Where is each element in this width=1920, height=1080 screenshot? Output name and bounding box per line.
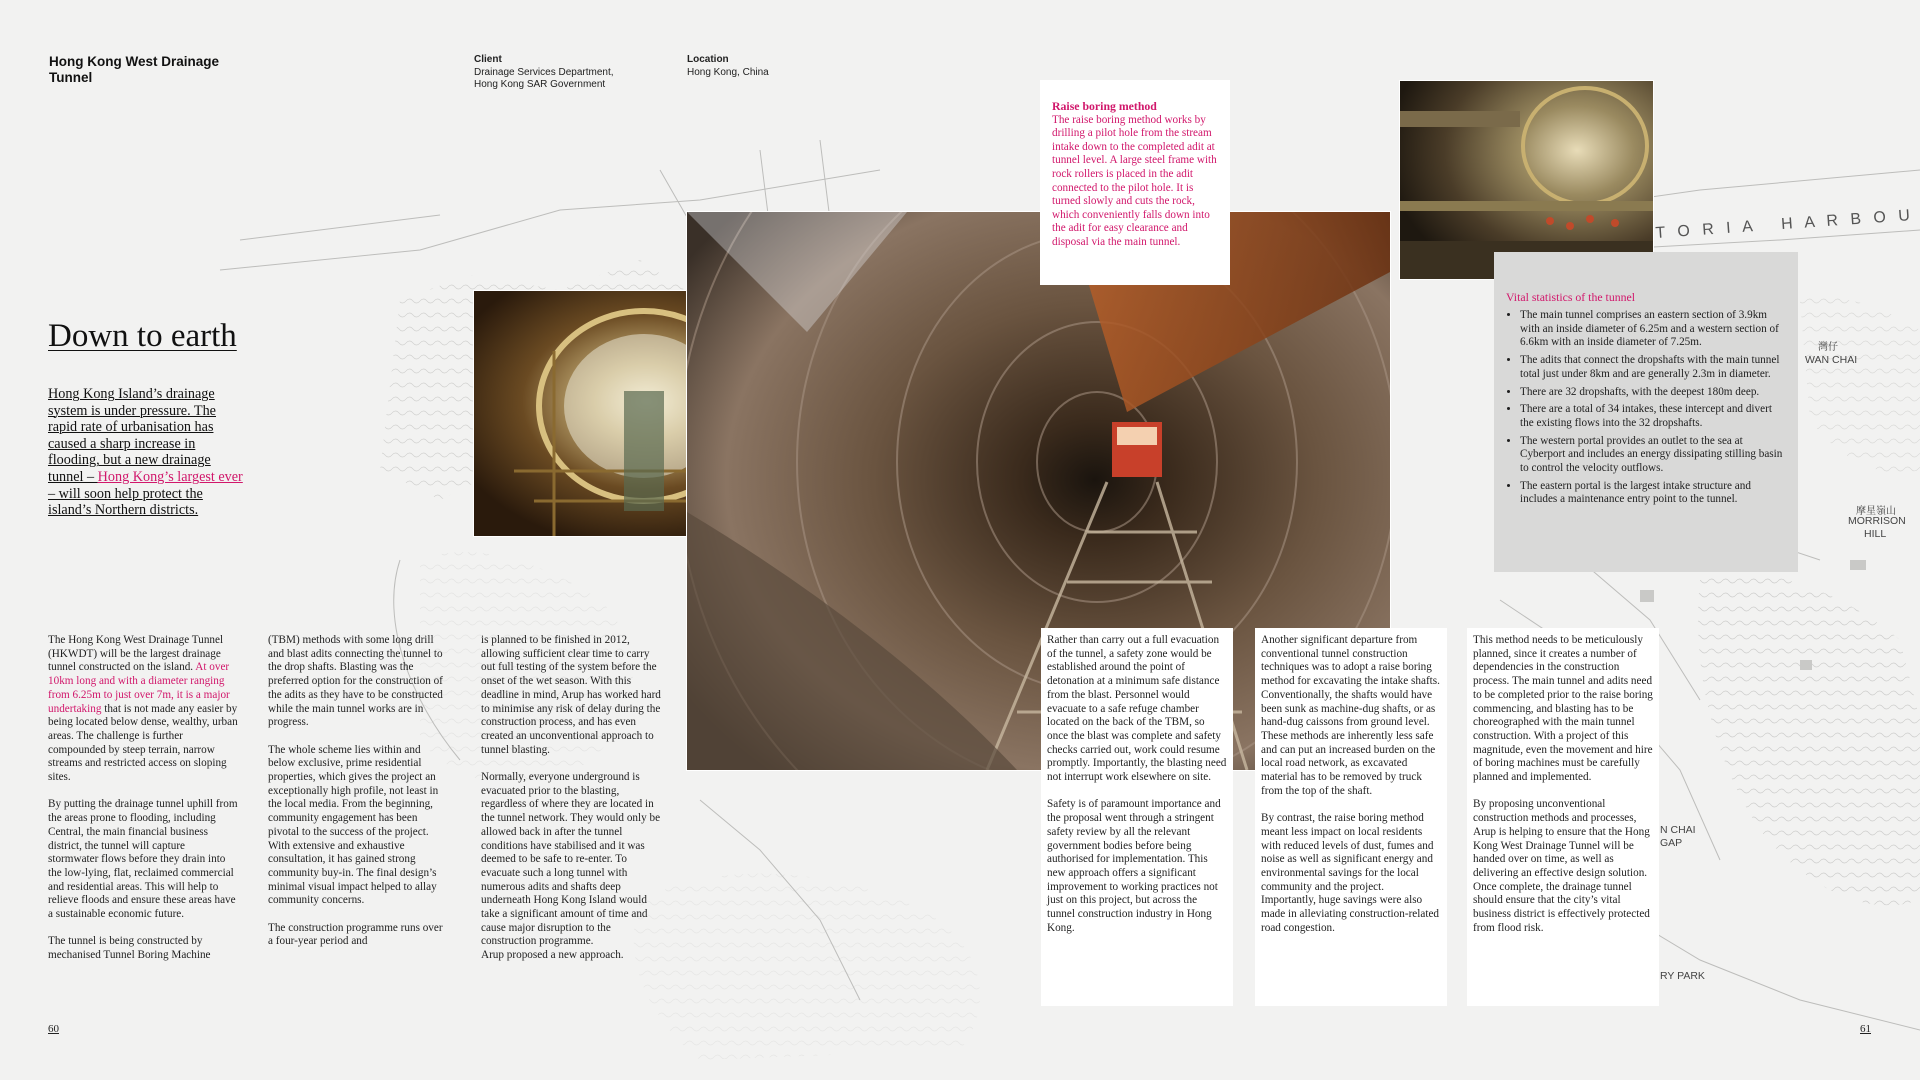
- col1-p3: The tunnel is being constructed by mechanised Tunnel Boring Machine: [48, 935, 211, 962]
- body-column-2: [268, 634, 448, 963]
- page-number-right: 61: [1860, 1023, 1871, 1035]
- body-column-5: [1255, 628, 1447, 1006]
- intro-paragraph: [48, 386, 248, 519]
- body-column-3: [481, 634, 661, 977]
- col3-p3: Arup proposed a new approach.: [481, 949, 624, 962]
- intro-highlight: Hong Kong’s largest ever: [97, 468, 243, 485]
- col2-p2: The whole scheme lies within and below exclusive, prime residential properties, which gives the project an exceptionally high profile, not least in the local media. From the beginning, community engagement has been pivotal to the success of the project. With extensive and exhaustive consultation, it has gained strong community buy-in. The final design’s minimal visual impact helped to allay community concerns.: [268, 743, 439, 907]
- page-number-left: 60: [48, 1023, 59, 1035]
- col3-p1: is planned to be finished in 2012, allowing sufficient clear time to carry out full testing of the system before the onset of the wet season. With this deadline in mind, Arup has worked hard to minimise any risk of delay during the construction process, and has even created an unconventional approach to tunnel blasting.: [481, 634, 661, 756]
- col6-p2: By proposing unconventional construction methods and processes, Arup is helping to ensure that the Hong Kong West Drainage Tunnel will be handed over on time, as well as delivering an effective design solution. Once complete, the drainage tunnel should ensure that the city’s vital business district is effectively protected from flood risk.: [1473, 798, 1650, 934]
- stat-item: • The main tunnel comprises an eastern section of 3.9km with an inside diameter of 6.25m and a western section of 6.6km with an inside diameter of 7.25m.: [1520, 309, 1784, 350]
- map-label-morrison-2: HILL: [1864, 528, 1887, 540]
- headline: Down to earth: [48, 318, 237, 354]
- map-label-morrison-cn: 摩星嶺山: [1856, 506, 1896, 517]
- col5-p1: Another significant departure from conventional tunnel construction techniques was to adopt a raise boring method for excavating the intake shafts. Conventionally, the shafts would have been sunk as machine-dug shafts, or as hand-dug caissons from ground level. These methods are inherently less safe and can put an increased burden on the local road network, as excavated material has to be removed by truck from the top of the shaft.: [1261, 634, 1440, 797]
- stat-item: • The western portal provides an outlet to the sea at Cyberport and includes an energy dissipating stilling basin to control the velocity outflows.: [1520, 435, 1784, 476]
- location-block: [687, 54, 769, 79]
- intro-part-1: Hong Kong Island’s drainage system is under pressure. The rapid rate of urbanisation has caused a sharp increase in flooding, but a new drainage tunnel –: [48, 386, 216, 485]
- col2-p3: The construction programme runs over a four-year period and: [268, 921, 443, 948]
- intro-part-2: – will soon help protect the island’s Northern districts.: [48, 485, 203, 519]
- raise-boring-text: The raise boring method works by drilling a pilot hole from the stream intake down to the completed adit at tunnel level. A large steel frame with rock rollers is placed in the adit connected to the pilot hole. It is turned slowly and cuts the rock, which conveniently falls down into the adit for easy clearance and disposal via the main tunnel.: [1052, 113, 1217, 248]
- stat-item: • There are 32 dropshafts, with the deepest 180m deep.: [1520, 386, 1784, 400]
- raise-boring-title: Raise boring method: [1052, 99, 1157, 113]
- col2-p1: (TBM) methods with some long drill and blast adits connecting the tunnel to the drop shafts. Blasting was the preferred option for the construction of the adits as they have to be constructed while the main tunnel works are in progress.: [268, 634, 443, 729]
- col6-p1: This method needs to be meticulously planned, since it creates a number of dependencies in the construction process. The main tunnel and adits need to be completed prior to the raise boring commencing, and blasting has to be choreographed with the main tunnel construction. With a project of this magnitude, even the movement and hire of boring machines must be carefully planned and implemented.: [1473, 634, 1653, 784]
- stat-item: • The eastern portal is the largest intake structure and includes a maintenance entry point to the tunnel.: [1520, 480, 1784, 507]
- col5-p2: By contrast, the raise boring method meant less impact on local residents with reduced levels of dust, fumes and noise as well as significant energy and environmental savings for the local community and the project. Importantly, huge savings were also made in alleviating construction-related road congestion.: [1261, 812, 1440, 934]
- map-label-chai-2: GAP: [1660, 837, 1683, 849]
- col4-p1: Rather than carry out a full evacuation of the tunnel, a safety zone would be established around the point of detonation at a minimum safe distance from the blast. Personnel would evacuate to a safe refuge chamber located on the back of the TBM, so once the blast was complete and safety checks carried out, work could resume promptly. Importantly, the blasting need not interrupt work elsewhere on site.: [1047, 634, 1227, 784]
- vital-statistics-list: [1506, 309, 1784, 507]
- client-value-2: Hong Kong SAR Government: [474, 79, 606, 90]
- col1-p1b: that is not made any easier by being located below dense, wealthy, urban areas. The challenge is further compounded by steep terrain, narrow streams and restricted access on sloping sites.: [48, 702, 238, 784]
- map-label-wan-chai-cn: 灣仔: [1818, 342, 1838, 353]
- raise-boring-box: [1040, 80, 1230, 285]
- photo-tunnel-workers: [1399, 80, 1654, 280]
- col1-p2: By putting the drainage tunnel uphill from the areas prone to flooding, including Central, the main financial business district, the tunnel will capture stormwater flows before they drain into the low-lying, flat, reclaimed commercial and residential areas. This will help to relieve floods and ensure these areas have a sustainable economic future.: [48, 798, 238, 921]
- body-column-6: [1467, 628, 1659, 1006]
- location-label: Location: [687, 54, 729, 65]
- col4-p2: Safety is of paramount importance and the proposal went through a stringent safety review by all the relevant government bodies before being authorised for implementation. This new approach offers a significant improvement to working practices not just on this project, but across the tunnel construction industry in Hong Kong.: [1047, 798, 1221, 934]
- vital-statistics-title: Vital statistics of the tunnel: [1506, 290, 1636, 304]
- body-column-4: [1041, 628, 1233, 1006]
- map-label-harbour: T O R I A H A R B O U: [1655, 206, 1915, 242]
- location-value: Hong Kong, China: [687, 66, 769, 78]
- client-value-1: Drainage Services Department,: [474, 66, 614, 78]
- client-block: [474, 54, 614, 92]
- map-label-ry-park: RY PARK: [1660, 970, 1705, 982]
- client-label: Client: [474, 54, 502, 65]
- vital-statistics-box: [1494, 252, 1798, 572]
- stat-item: • There are a total of 34 intakes, these intercept and divert the existing flows into the 32 dropshafts.: [1520, 403, 1784, 430]
- stat-item: • The adits that connect the dropshafts with the main tunnel total just under 8km and are generally 2.3m in diameter.: [1520, 354, 1784, 381]
- map-label-morrison-1: MORRISON: [1848, 515, 1906, 527]
- body-column-1: [48, 634, 238, 977]
- map-label-chai-1: N CHAI: [1660, 824, 1696, 836]
- col3-p2: Normally, everyone underground is evacuated prior to the blasting, regardless of where they are located in the tunnel network. They would only be allowed back in after the tunnel conditions have stabilised and it was deemed to be safe to re-enter. To evacuate such a long tunnel with numerous adits and shafts deep underneath Hong Kong Island would take a significant amount of time and cause major disruption to the construction programme.: [481, 771, 661, 948]
- col1-p1a: The Hong Kong West Drainage Tunnel (HKWDT) will be the largest drainage tunnel constructed on the island.: [48, 634, 224, 674]
- map-label-wan-chai: WAN CHAI: [1805, 354, 1858, 366]
- project-title: Hong Kong West Drainage Tunnel: [49, 54, 220, 85]
- col1-p1-highlight: At over 10km long and with a diameter ranging from 6.25m to just over 7m, it is a major undertaking: [48, 661, 230, 715]
